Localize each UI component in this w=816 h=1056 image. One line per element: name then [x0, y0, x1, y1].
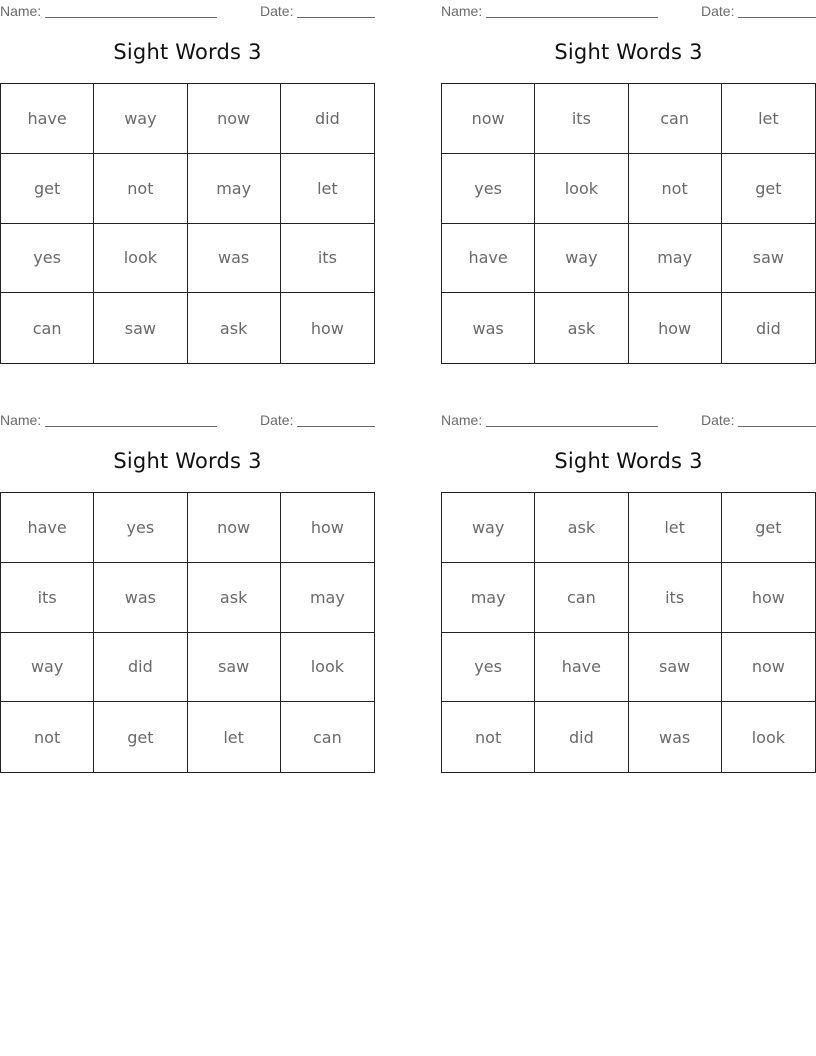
word-grid: [0, 83, 375, 364]
word-cell: let: [722, 84, 815, 154]
word-cell: now: [188, 84, 281, 154]
card-title: Sight Words 3: [113, 40, 262, 64]
word-cell: let: [188, 702, 281, 772]
word-cell: did: [535, 702, 628, 772]
word-cell: have: [535, 633, 628, 703]
bingo-card-1: [0, 0, 375, 380]
name-blank-line: [486, 3, 658, 18]
word-cell: way: [94, 84, 187, 154]
word-grid: [0, 492, 375, 773]
word-cell: get: [722, 154, 815, 224]
word-cell: did: [94, 633, 187, 703]
word-cell: not: [94, 154, 187, 224]
word-cell: how: [722, 563, 815, 633]
word-cell: how: [281, 493, 374, 563]
card-header: [441, 412, 816, 428]
date-blank-line: [297, 3, 375, 18]
card-header: [441, 3, 816, 19]
word-cell: let: [629, 493, 722, 563]
word-cell: ask: [188, 293, 281, 363]
date-label: Date:: [260, 3, 294, 19]
word-cell: way: [1, 633, 94, 703]
word-cell: yes: [442, 633, 535, 703]
word-cell: have: [1, 493, 94, 563]
word-cell: get: [722, 493, 815, 563]
card-title: Sight Words 3: [554, 40, 703, 64]
date-blank-line: [738, 3, 816, 18]
name-label: Name:: [441, 3, 483, 19]
word-cell: was: [629, 702, 722, 772]
word-cell: may: [629, 224, 722, 294]
word-cell: may: [442, 563, 535, 633]
word-cell: look: [94, 224, 187, 294]
word-cell: ask: [188, 563, 281, 633]
word-cell: can: [535, 563, 628, 633]
word-cell: get: [1, 154, 94, 224]
word-cell: yes: [442, 154, 535, 224]
word-cell: look: [535, 154, 628, 224]
word-cell: now: [442, 84, 535, 154]
word-cell: look: [751, 727, 786, 747]
name-blank-line: [486, 412, 658, 427]
card-header: [0, 3, 375, 19]
name-blank-line: [45, 412, 217, 427]
word-cell: its: [535, 84, 628, 154]
date-label: Date:: [260, 412, 294, 428]
word-cell: not: [1, 702, 94, 772]
word-cell: how: [629, 293, 722, 363]
card-title: Sight Words 3: [113, 449, 262, 473]
word-cell: can: [629, 84, 722, 154]
word-cell: its: [281, 224, 374, 294]
bingo-card-3: [0, 409, 375, 789]
date-label: Date:: [701, 412, 735, 428]
name-blank-line: [45, 3, 217, 18]
card-title: Sight Words 3: [554, 449, 703, 473]
name-label: Name:: [0, 412, 42, 428]
word-cell: its: [1, 563, 94, 633]
word-cell: how: [310, 318, 344, 338]
word-cell: was: [442, 293, 535, 363]
name-label: Name:: [441, 412, 483, 428]
bingo-card-2: [441, 0, 816, 380]
word-grid: [441, 83, 816, 364]
word-cell: way: [442, 493, 535, 563]
word-cell: not: [442, 702, 535, 772]
word-cell: now: [188, 493, 281, 563]
word-cell: get: [94, 702, 187, 772]
word-cell: saw: [629, 633, 722, 703]
word-cell: saw: [722, 224, 815, 294]
word-cell: ask: [535, 493, 628, 563]
word-cell: was: [188, 224, 281, 294]
word-cell: now: [722, 633, 815, 703]
card-header: [0, 412, 375, 428]
word-grid: [441, 492, 816, 773]
word-cell: let: [281, 154, 374, 224]
word-cell: ask: [535, 293, 628, 363]
word-cell: did: [281, 84, 374, 154]
name-label: Name:: [0, 3, 42, 19]
word-cell: look: [281, 633, 374, 703]
word-cell: have: [442, 224, 535, 294]
word-cell: saw: [188, 633, 281, 703]
word-cell: way: [535, 224, 628, 294]
date-blank-line: [738, 412, 816, 427]
date-label: Date:: [701, 3, 735, 19]
word-cell: did: [755, 318, 781, 338]
word-cell: its: [629, 563, 722, 633]
word-cell: not: [629, 154, 722, 224]
word-cell: saw: [94, 293, 187, 363]
bingo-card-4: [441, 409, 816, 789]
word-cell: may: [188, 154, 281, 224]
date-blank-line: [297, 412, 375, 427]
word-cell: can: [1, 293, 94, 363]
word-cell: yes: [1, 224, 94, 294]
word-cell: was: [94, 563, 187, 633]
word-cell: may: [281, 563, 374, 633]
word-cell: can: [313, 727, 342, 747]
word-cell: yes: [94, 493, 187, 563]
word-cell: have: [1, 84, 94, 154]
